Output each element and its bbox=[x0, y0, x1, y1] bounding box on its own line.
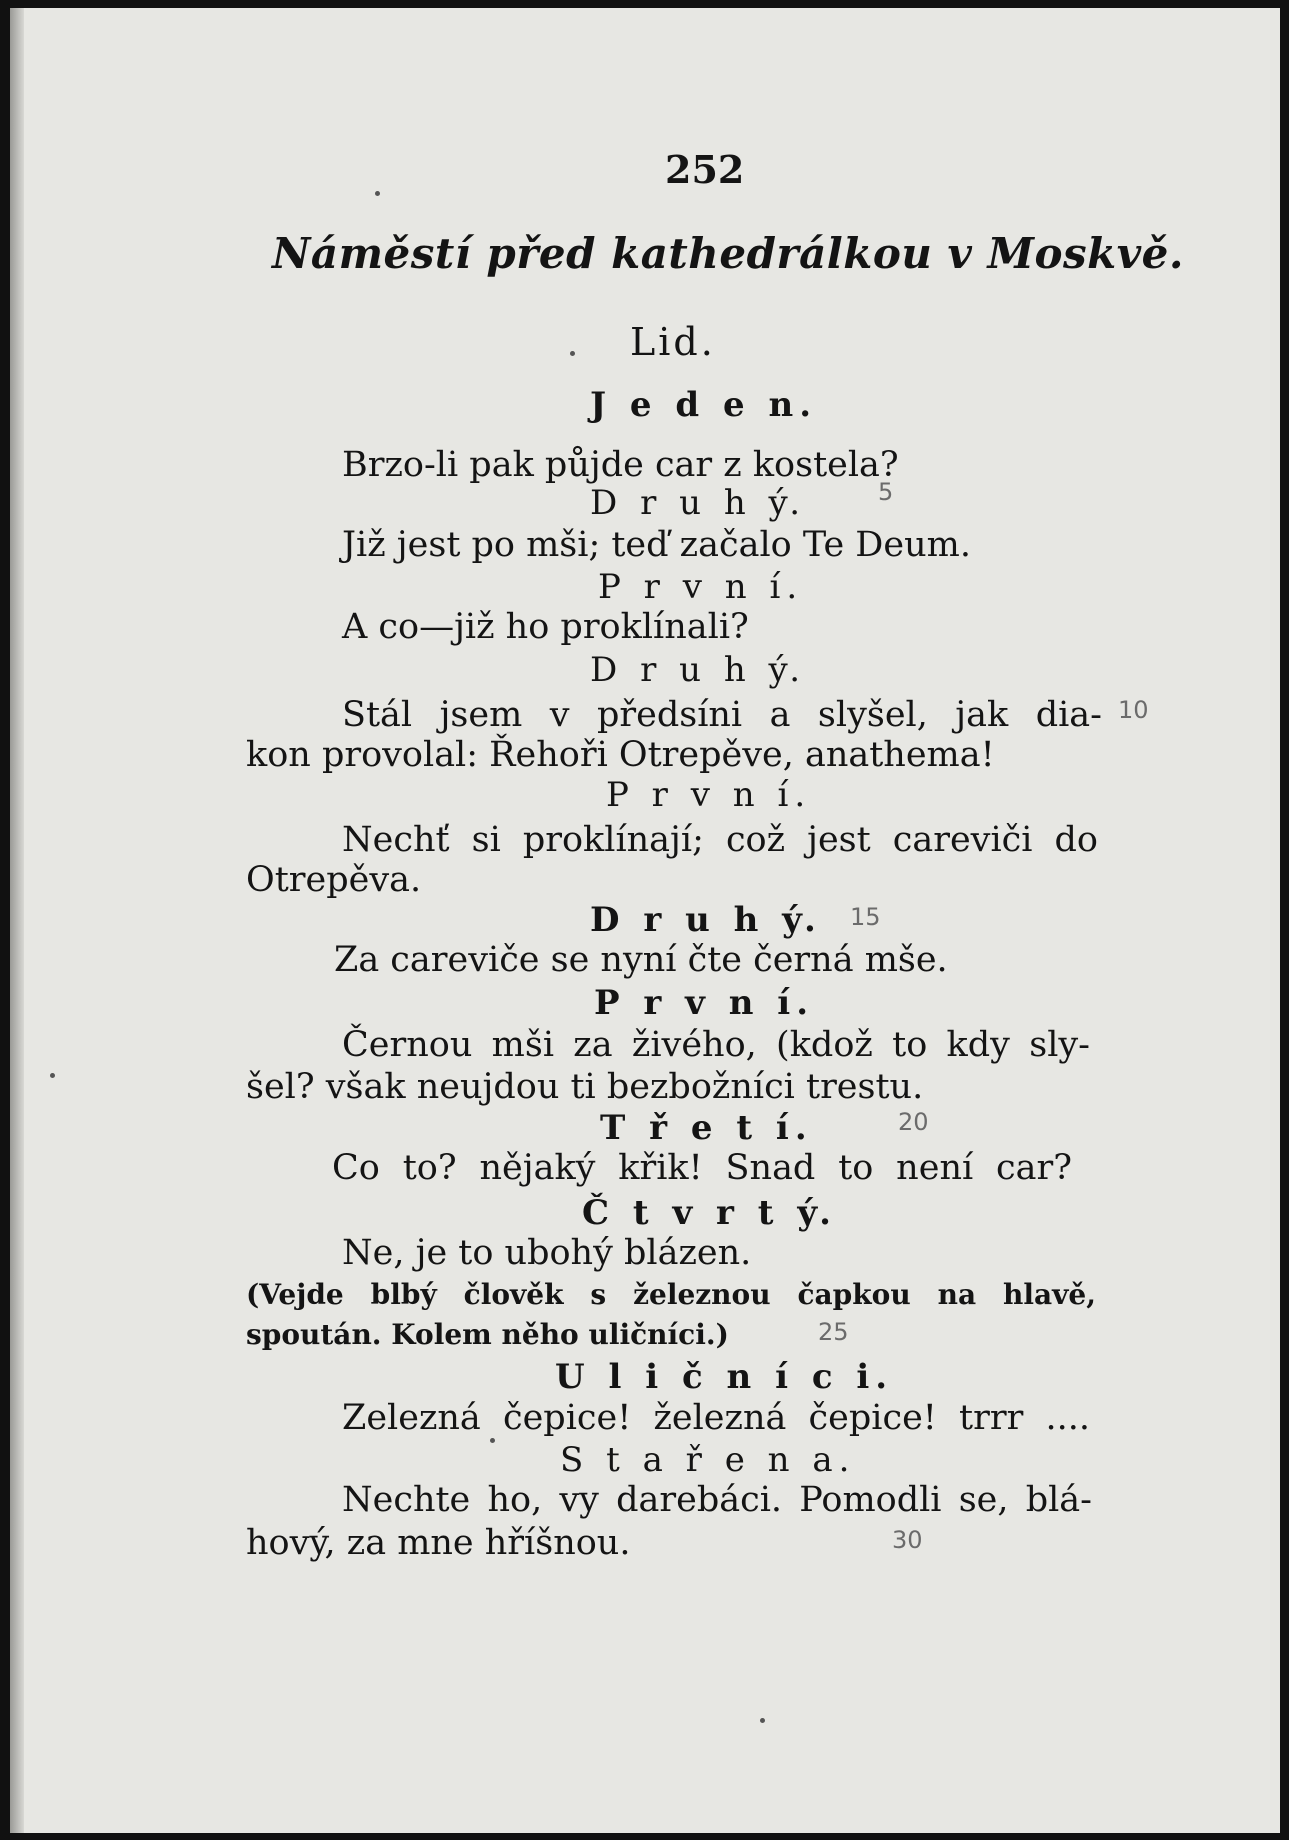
dialogue-line: Brzo-li pak půjde car z kostela? bbox=[342, 445, 899, 485]
speaker-ulicnici: U l i č n í c i. bbox=[555, 1357, 894, 1397]
paper-speck bbox=[375, 191, 380, 196]
book-page bbox=[10, 8, 1280, 1833]
dialogue-line: šel? však neujdou ti bezbožníci trestu. bbox=[246, 1067, 924, 1107]
dialogue-line: Již jest po mši; teď začalo Te Deum. bbox=[342, 525, 971, 565]
pencil-note: 15 bbox=[850, 903, 881, 931]
stage-direction: spoután. Kolem něho uličníci.) bbox=[246, 1318, 729, 1351]
speaker-druhy: D r u h ý. bbox=[590, 900, 822, 940]
scene-title: Náměstí před kathedrálkou v Moskvě. bbox=[272, 229, 1185, 278]
pencil-note: 10 bbox=[1118, 696, 1149, 724]
pencil-note: 5 bbox=[878, 478, 894, 506]
dialogue-line: Otrepěva. bbox=[246, 860, 422, 900]
dialogue-line: Nechte ho, vy darebáci. Pomodli se, blá- bbox=[342, 1480, 1092, 1520]
stage-direction: (Vejde blbý člověk s železnou čapkou na hlavě, bbox=[246, 1278, 1096, 1311]
pencil-note: 30 bbox=[892, 1526, 923, 1554]
chorus-heading: Lid. bbox=[630, 320, 716, 364]
dialogue-line: Co to? nějaký křik! Snad to není car? bbox=[332, 1148, 1072, 1188]
paper-speck bbox=[50, 1073, 55, 1078]
pencil-note: 25 bbox=[818, 1318, 849, 1346]
speaker-druhy: D r u h ý. bbox=[590, 483, 807, 523]
pencil-note: 20 bbox=[898, 1108, 929, 1136]
speaker-jeden: J e d e n. bbox=[590, 385, 818, 425]
speaker-druhy: D r u h ý. bbox=[590, 650, 807, 690]
dialogue-line: Stál jsem v předsíni a slyšel, jak dia- bbox=[342, 695, 1102, 735]
dialogue-line: hový, za mne hříšnou. bbox=[246, 1523, 631, 1563]
page-spine-shadow bbox=[10, 8, 24, 1833]
speaker-prvni: P r v n í. bbox=[598, 567, 804, 607]
paper-speck bbox=[490, 1438, 495, 1443]
dialogue-line: Nechť si proklínají; což jest careviči do bbox=[342, 820, 1098, 860]
dialogue-line: kon provolal: Řehoři Otrepěve, anathema! bbox=[246, 735, 995, 775]
paper-speck bbox=[760, 1718, 765, 1723]
speaker-prvni: P r v n í. bbox=[606, 775, 812, 815]
dialogue-line: Ne, je to ubohý blázen. bbox=[342, 1233, 752, 1273]
dialogue-line: Za careviče se nyní čte černá mše. bbox=[334, 940, 948, 980]
paper-speck bbox=[570, 351, 575, 356]
dialogue-line: A co—již ho proklínali? bbox=[342, 607, 749, 647]
speaker-starena: S t a ř e n a. bbox=[560, 1440, 856, 1480]
page-number: 252 bbox=[665, 147, 745, 192]
speaker-ctvrty: Č t v r t ý. bbox=[582, 1193, 838, 1233]
speaker-prvni: P r v n í. bbox=[594, 983, 815, 1023]
dialogue-line: Zelezná čepice! železná čepice! trrr .... bbox=[342, 1398, 1090, 1438]
dialogue-line: Černou mši za živého, (kdož to kdy sly- bbox=[342, 1025, 1090, 1065]
speaker-treti: T ř e t í. bbox=[600, 1108, 813, 1148]
